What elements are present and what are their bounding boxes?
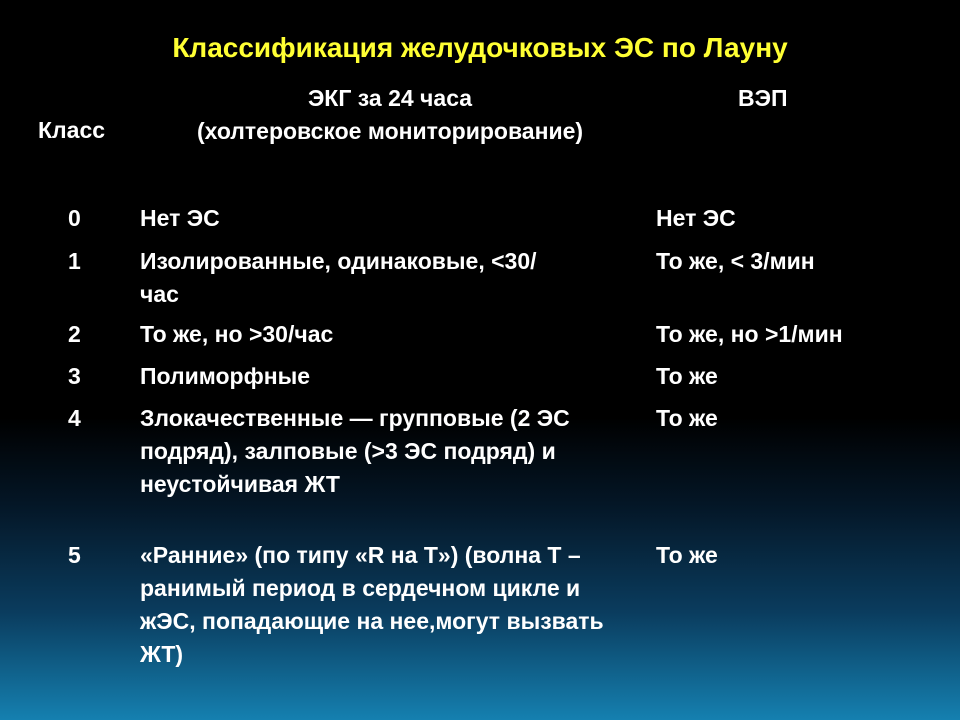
row-0-class: 0 <box>68 205 81 231</box>
row-2-ecg: То же, но >30/час <box>140 321 334 347</box>
row-3-class: 3 <box>68 363 81 389</box>
row-0-ecg: Нет ЭС <box>140 205 220 231</box>
row-2-class: 2 <box>68 321 81 347</box>
row-3-ecg: Полиморфные <box>140 363 311 389</box>
row-5-vep: То же <box>656 542 718 568</box>
row-3-vep: То же <box>656 363 718 389</box>
column-header-ecg-line2: (холтеровское мониторирование) <box>196 118 584 144</box>
row-1-ecg: Изолированные, одинаковые, <30/час <box>140 248 537 307</box>
column-header-class: Класс <box>38 117 106 143</box>
row-2-vep: То же, но >1/мин <box>656 321 843 347</box>
row-4-class: 4 <box>68 405 81 431</box>
column-header-vep: ВЭП <box>738 85 788 111</box>
row-5-class: 5 <box>68 542 81 568</box>
row-1-vep: То же, < 3/мин <box>656 248 815 274</box>
row-1-class: 1 <box>68 248 81 274</box>
row-5-ecg: «Ранние» (по типу «R на Т») (волна Т – ранимый период в сердечном цикле и жЭС, попадающие на нее,могут вызвать ЖТ) <box>140 542 604 667</box>
column-header-ecg-line1: ЭКГ за 24 часа <box>307 85 473 111</box>
slide-title: Классификация желудочковых ЭС по Лауну <box>172 32 788 63</box>
row-4-ecg: Злокачественные — групповые (2 ЭС подряд), залповые (>3 ЭС подряд) и неустойчивая ЖТ <box>140 405 570 497</box>
row-0-vep: Нет ЭС <box>656 205 736 231</box>
row-4-vep: То же <box>656 405 718 431</box>
column-header-ecg <box>150 82 630 148</box>
